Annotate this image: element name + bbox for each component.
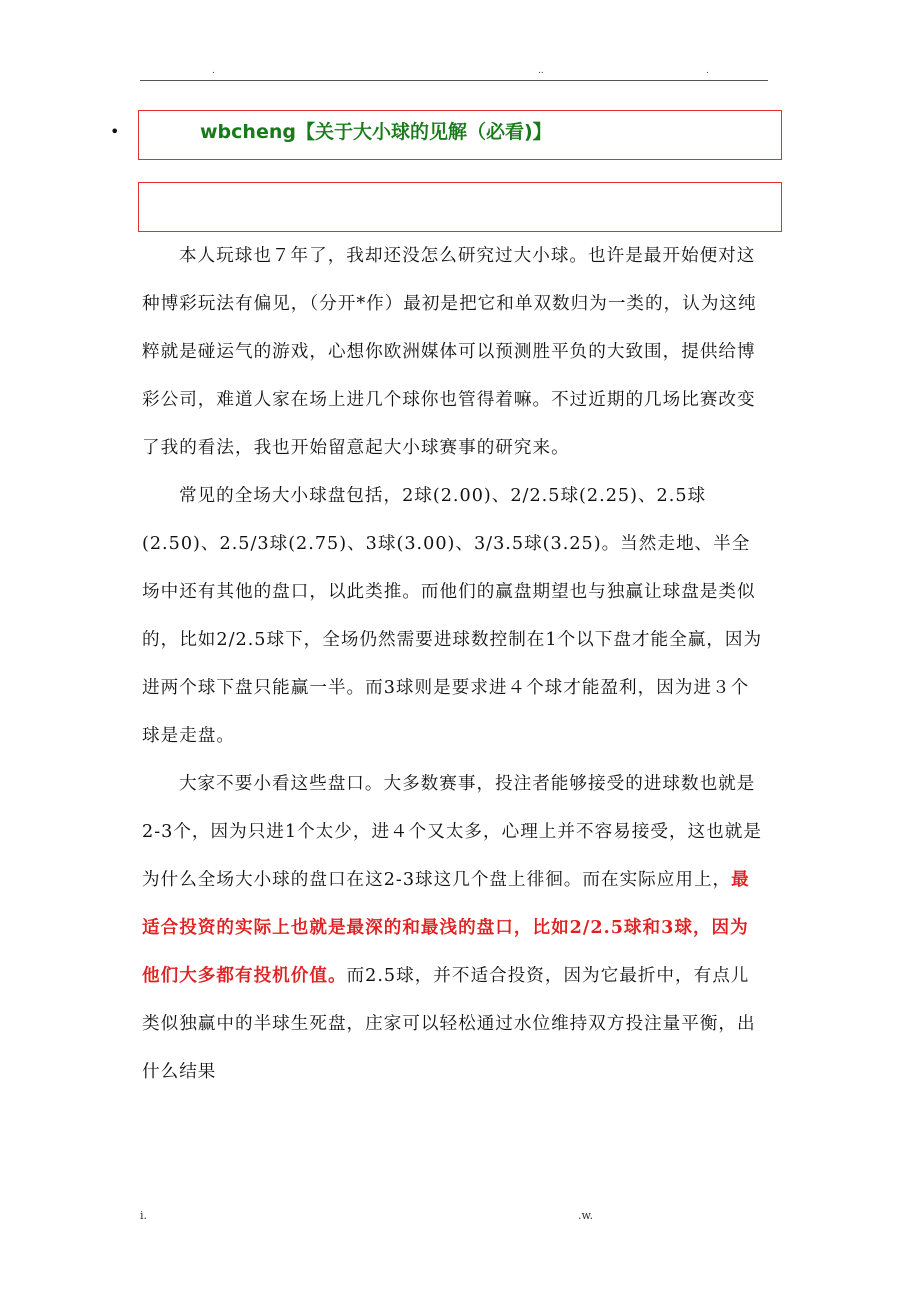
paragraph-1: 本人玩球也７年了，我却还没怎么研究过大小球。也许是最开始便对这种博彩玩法有偏见，（分开*作）最初是把它和单双数归为一类的，认为这纯粹就是碰运气的游戏，心想你欧洲媒体可以预测胜平负的大致围，提供给博彩公司，难道人家在场上进几个球你也管得着嘛。不过近期的几场比赛改变了我的看法，我也开始留意起大小球赛事的研究来。: [142, 246, 757, 458]
paragraph-3: [142, 760, 767, 1096]
footer-right: .w.: [578, 1209, 594, 1222]
paragraph-2: 常见的全场大小球盘包括，2球(2.00)、2/2.5球(2.25)、2.5球(2.50)、2.5/3球(2.75)、3球(3.00)、3/3.5球(3.25)。当然走地、半全场中还有其他的盘口，以此类推。而他们的赢盘期望也与独赢让球盘是类似的，比如2/2.5球下，全场仍然需要进球数控制在1个以下盘才能全赢，因为进两个球下盘只能赢一半。而3球则是要求进４个球才能盈利，因为进３个球是走盘。: [142, 486, 763, 746]
header-dot-left: .: [212, 66, 215, 76]
highlighted-text: 最适合投资的实际上也就是最深的和最浅的盘口，比如2/2.5球和3球，因为他们大多都有投机价值。: [142, 869, 750, 986]
header-dot-mid: ..: [538, 66, 544, 76]
paragraph-3-text-before: 大家不要小看这些盘口。大多数赛事，投注者能够接受的进球数也就是2-3个，因为只进1个太少，进４个又太多，心理上并不容易接受，这也就是为什么全场大小球的盘口在这2-3球这几个盘上徘徊。而在实际应用上，: [142, 774, 762, 890]
bullet-icon: •: [110, 122, 120, 141]
footer-left: i.: [140, 1209, 148, 1222]
paragraph-3-text-after: 而2.5球，并不适合投资，因为它最折中，有点儿类似独赢中的半球生死盘，庄家可以轻松通过水位维持双方投注量平衡，出什么结果: [142, 966, 756, 1082]
document-title: wbcheng【关于大小球的见解（必看)】: [200, 121, 552, 143]
empty-frame: [138, 182, 782, 232]
page-header: [140, 66, 768, 81]
document-body: [142, 232, 767, 1096]
header-dot-right: .: [706, 66, 709, 76]
